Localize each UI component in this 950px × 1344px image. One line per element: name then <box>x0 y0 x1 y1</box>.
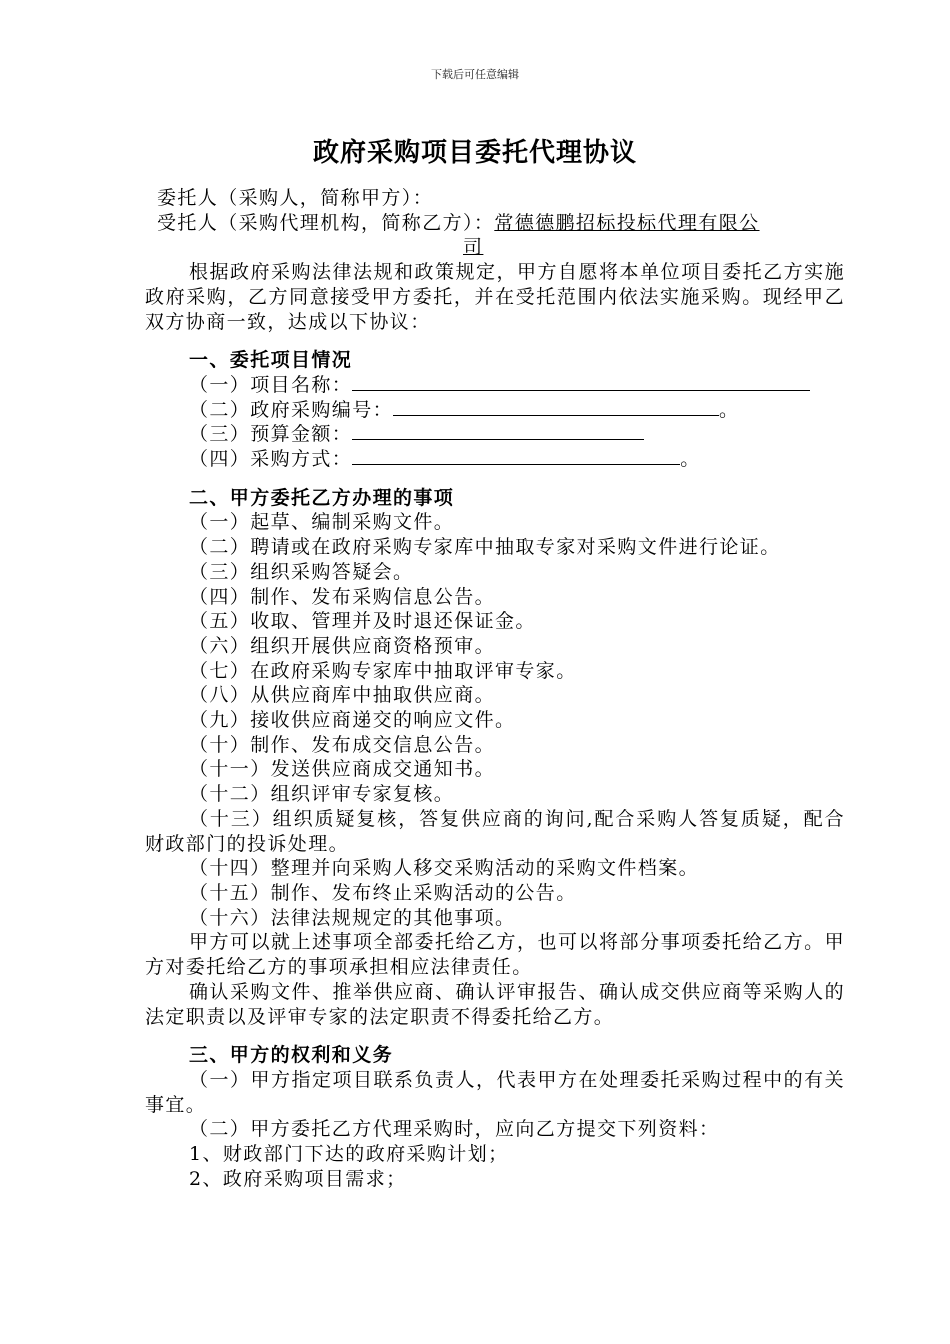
delegation-paragraph: 甲方可以就上述事项全部委托给乙方，也可以将部分事项委托给乙方。甲方对委托给乙方的事项承担相应法律责任。 <box>145 931 845 979</box>
list-item: （六）组织开展供应商资格预审。 <box>189 634 496 657</box>
watermark-text: 下载后可任意编辑 <box>431 68 519 81</box>
list-item: （八）从供应商库中抽取供应商。 <box>189 684 496 707</box>
section-heading: 一、委托项目情况 <box>189 349 353 372</box>
list-item: （九）接收供应商递交的响应文件。 <box>189 709 516 732</box>
document-body <box>145 186 845 1191</box>
list-item: （五）收取、管理并及时退还保证金。 <box>189 610 536 633</box>
section-heading: 二、甲方委托乙方办理的事项 <box>189 486 455 509</box>
list-item: （三）组织采购答疑会。 <box>189 560 414 583</box>
rights-paragraph: （二）甲方委托乙方代理采购时，应向乙方提交下列资料： <box>189 1118 720 1141</box>
blank-underline <box>352 374 810 391</box>
field-project-name <box>145 373 845 398</box>
list-item: （十六）法律法规规定的其他事项。 <box>189 906 516 929</box>
list-item: （十一）发送供应商成交通知书。 <box>189 758 496 781</box>
field-label: （二）政府采购编号： <box>189 398 394 421</box>
statutory-duties-paragraph: 确认采购文件、推举供应商、确认评审报告、确认成交供应商等采购人的法定职责以及评审专家的法定职责不得委托给乙方。 <box>145 980 845 1028</box>
field-procurement-number <box>145 398 845 423</box>
agent-name-tail: 司 <box>463 236 484 259</box>
list-item: （四）制作、发布采购信息公告。 <box>189 585 496 608</box>
list-item: （十）制作、发布成交信息公告。 <box>189 733 496 756</box>
agent-line <box>145 211 845 236</box>
client-line: 委托人（采购人，简称甲方）： <box>157 187 434 209</box>
list-item: （十二）组织评审专家复核。 <box>189 783 455 806</box>
rights-paragraph: （一）甲方指定项目联系负责人，代表甲方在处理委托采购过程中的有关事宜。 <box>145 1068 845 1116</box>
agent-name-continuation <box>145 235 845 260</box>
blank-underline <box>393 399 719 416</box>
field-budget <box>145 422 845 447</box>
list-item: （十四）整理并向采购人移交采购活动的采购文件档案。 <box>189 857 700 880</box>
list-item: 1、财政部门下达的政府采购计划； <box>189 1143 509 1166</box>
field-procurement-method <box>145 447 845 472</box>
blank-underline <box>352 448 680 465</box>
list-item: （一）起草、编制采购文件。 <box>189 511 455 534</box>
agent-name: 常德德鹏招标投标代理有限公 <box>494 211 760 234</box>
list-item: 2、政府采购项目需求； <box>189 1167 407 1190</box>
blank-underline <box>352 423 644 440</box>
intro-paragraph: 根据政府采购法律法规和政策规定，甲方自愿将本单位项目委托乙方实施政府采购，乙方同意接受甲方委托，并在受托范围内依法实施采购。现经甲乙双方协商一致，达成以下协议： <box>145 261 845 333</box>
section-heading: 三、甲方的权利和义务 <box>189 1044 394 1067</box>
document-title: 政府采购项目委托代理协议 <box>312 138 637 168</box>
list-item: （十五）制作、发布终止采购活动的公告。 <box>189 881 577 904</box>
field-end: 。 <box>680 448 701 471</box>
list-item: （十三）组织质疑复核，答复供应商的询问,配合采购人答复质疑，配合财政部门的投诉处理。 <box>145 807 845 855</box>
agent-label: 受托人（采购代理机构，简称乙方）： <box>157 211 495 234</box>
field-end: 。 <box>719 398 740 421</box>
list-item: （七）在政府采购专家库中抽取评审专家。 <box>189 659 577 682</box>
field-label: （三）预算金额： <box>189 423 353 446</box>
field-label: （一）项目名称： <box>189 373 353 396</box>
list-item: （二）聘请或在政府采购专家库中抽取专家对采购文件进行论证。 <box>189 536 781 559</box>
field-label: （四）采购方式： <box>189 448 353 471</box>
